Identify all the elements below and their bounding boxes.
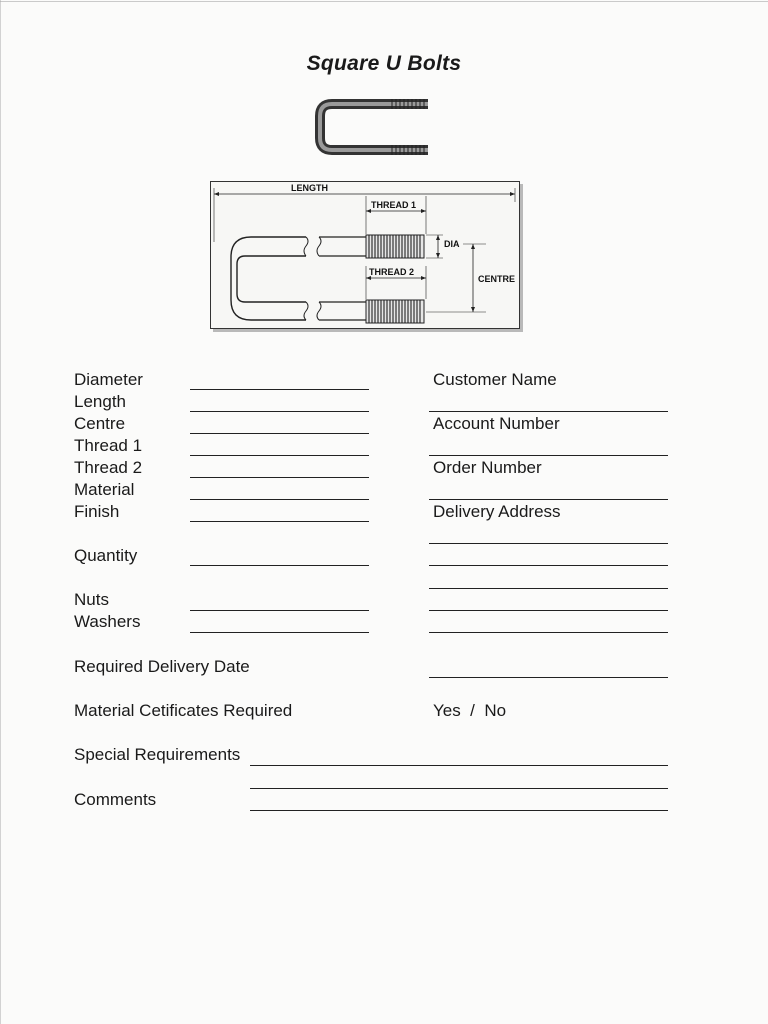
order-number-label: Order Number [433, 458, 542, 477]
centre-field[interactable] [190, 433, 369, 434]
washers-field[interactable] [190, 632, 369, 633]
diameter-field[interactable] [190, 389, 369, 390]
order-number-field[interactable] [429, 499, 668, 500]
top-scan-edge [0, 1, 768, 2]
special-requirements-label: Special Requirements [74, 745, 241, 764]
material-label: Material [74, 480, 135, 499]
thread2-dimension-label: THREAD 2 [369, 267, 415, 277]
u-bolt-image [312, 95, 432, 157]
length-field[interactable] [190, 411, 369, 412]
yes-no-option[interactable]: Yes / No [433, 701, 507, 720]
special-requirements-field[interactable] [250, 765, 668, 766]
washers-label: Washers [74, 612, 141, 631]
quantity-label: Quantity [74, 546, 138, 565]
quantity-field[interactable] [190, 565, 369, 566]
page-title: Square U Bolts [306, 52, 462, 75]
dia-dimension-label: DIA [444, 239, 460, 249]
thread1-label: Thread 1 [74, 436, 143, 455]
delivery-address-line-3[interactable] [429, 588, 668, 589]
material-field[interactable] [190, 499, 369, 500]
customer-name-field[interactable] [429, 411, 668, 412]
comments-line-2[interactable] [250, 810, 668, 811]
centre-dimension-label: CENTRE [478, 274, 516, 284]
thread1-field[interactable] [190, 455, 369, 456]
account-number-field[interactable] [429, 455, 668, 456]
length-dimension-label: LENGTH [291, 183, 328, 193]
diameter-label: Diameter [74, 370, 143, 389]
nuts-label: Nuts [74, 590, 109, 609]
finish-field[interactable] [190, 521, 369, 522]
required-delivery-date-label: Required Delivery Date [74, 657, 250, 676]
material-certificates-label: Material Cetificates Required [74, 701, 293, 720]
left-scan-edge [0, 0, 1, 1024]
account-number-label: Account Number [433, 414, 560, 433]
delivery-address-line-1[interactable] [429, 543, 668, 544]
nuts-field[interactable] [190, 610, 369, 611]
u-bolt-diagram [210, 181, 520, 329]
delivery-address-line-5[interactable] [429, 632, 668, 633]
comments-line-1[interactable] [250, 788, 668, 789]
comments-label: Comments [74, 790, 157, 809]
centre-label: Centre [74, 414, 126, 433]
length-label: Length [74, 392, 126, 411]
thread2-field[interactable] [190, 477, 369, 478]
finish-label: Finish [74, 502, 120, 521]
delivery-address-label: Delivery Address [433, 502, 561, 521]
required-delivery-date-field[interactable] [429, 677, 668, 678]
customer-name-label: Customer Name [433, 370, 557, 389]
thread2-label: Thread 2 [74, 458, 143, 477]
delivery-address-line-4[interactable] [429, 610, 668, 611]
delivery-address-line-2[interactable] [429, 565, 668, 566]
thread1-dimension-label: THREAD 1 [371, 200, 417, 210]
